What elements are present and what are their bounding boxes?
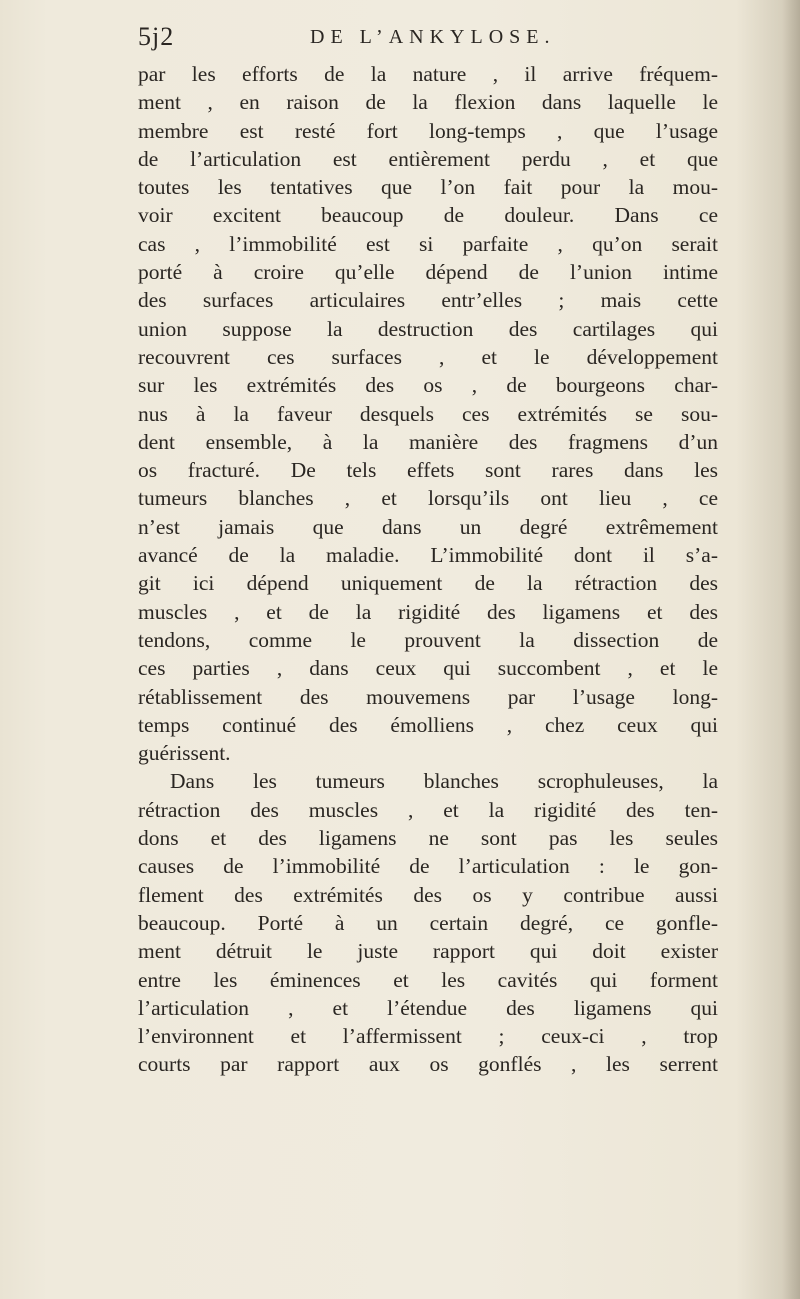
text-line: rétraction des muscles , et la rigidité des ten- xyxy=(138,797,718,822)
body-text xyxy=(138,60,718,1079)
page-number: 5j2 xyxy=(138,22,175,51)
text-line: dons et des ligamens ne sont pas les seules xyxy=(138,826,718,851)
text-line: dent ensemble, à la manière des fragmens d’un xyxy=(138,429,718,454)
text-line: tumeurs blanches , et lorsqu’ils ont lieu , ce xyxy=(138,486,718,511)
text-line: l’environnent et l’affermissent ; ceux-ci , trop xyxy=(138,1024,718,1049)
text-line: ment détruit le juste rapport qui doit exister xyxy=(138,939,718,964)
text-line: l’articulation , et l’étendue des ligamens qui xyxy=(138,995,718,1020)
text-line: de l’articulation est entièrement perdu , et que xyxy=(138,146,718,171)
text-line: union suppose la destruction des cartilages qui xyxy=(138,316,718,341)
text-line: par les efforts de la nature , il arrive fréquem- xyxy=(138,62,718,86)
text-line: recouvrent ces surfaces , et le développement xyxy=(138,344,718,369)
text-line: membre est resté fort long-temps , que l’usage xyxy=(138,118,718,143)
text-line: flement des extrémités des os y contribue aussi xyxy=(138,882,718,907)
text-line: courts par rapport aux os gonflés , les serrent xyxy=(138,1052,718,1077)
text-line: sur les extrémités des os , de bourgeons char- xyxy=(138,373,718,398)
text-line: tendons, comme le prouvent la dissection de xyxy=(138,627,718,652)
text-line: causes de l’immobilité de l’articulation : le gon- xyxy=(138,854,718,879)
page-header xyxy=(138,22,698,56)
text-line: voir excitent beaucoup de douleur. Dans ce xyxy=(138,203,718,228)
running-head: DE L’ANKYLOSE. xyxy=(310,26,556,48)
text-line: des surfaces articulaires entr’elles ; mais cette xyxy=(138,288,718,313)
text-line: temps continué des émolliens , chez ceux qui xyxy=(138,712,718,737)
text-line: rétablissement des mouvemens par l’usage long- xyxy=(138,684,718,709)
text-line: ment , en raison de la flexion dans laquelle le xyxy=(138,90,718,115)
text-line: porté à croire qu’elle dépend de l’union intime xyxy=(138,260,718,285)
text-line: nus à la faveur desquels ces extrémités se sou- xyxy=(138,401,718,426)
text-line: toutes les tentatives que l’on fait pour la mou- xyxy=(138,175,718,200)
page-edge-shadow xyxy=(782,0,800,1299)
text-line: git ici dépend uniquement de la rétraction des xyxy=(138,571,718,596)
text-line: Dans les tumeurs blanches scrophuleuses, la xyxy=(170,769,718,794)
text-line: guérissent. xyxy=(138,741,231,766)
text-line: avancé de la maladie. L’immobilité dont il s’a- xyxy=(138,543,718,568)
text-line: beaucoup. Porté à un certain degré, ce gonfle- xyxy=(138,910,718,935)
text-line: muscles , et de la rigidité des ligamens et des xyxy=(138,599,718,624)
text-line: ces parties , dans ceux qui succombent , et le xyxy=(138,656,718,681)
text-line: entre les éminences et les cavités qui forment xyxy=(138,967,718,992)
text-line: os fracturé. De tels effets sont rares dans les xyxy=(138,458,718,483)
text-line: cas , l’immobilité est si parfaite , qu’on serait xyxy=(138,231,718,256)
text-line: n’est jamais que dans un degré extrêmement xyxy=(138,514,718,539)
